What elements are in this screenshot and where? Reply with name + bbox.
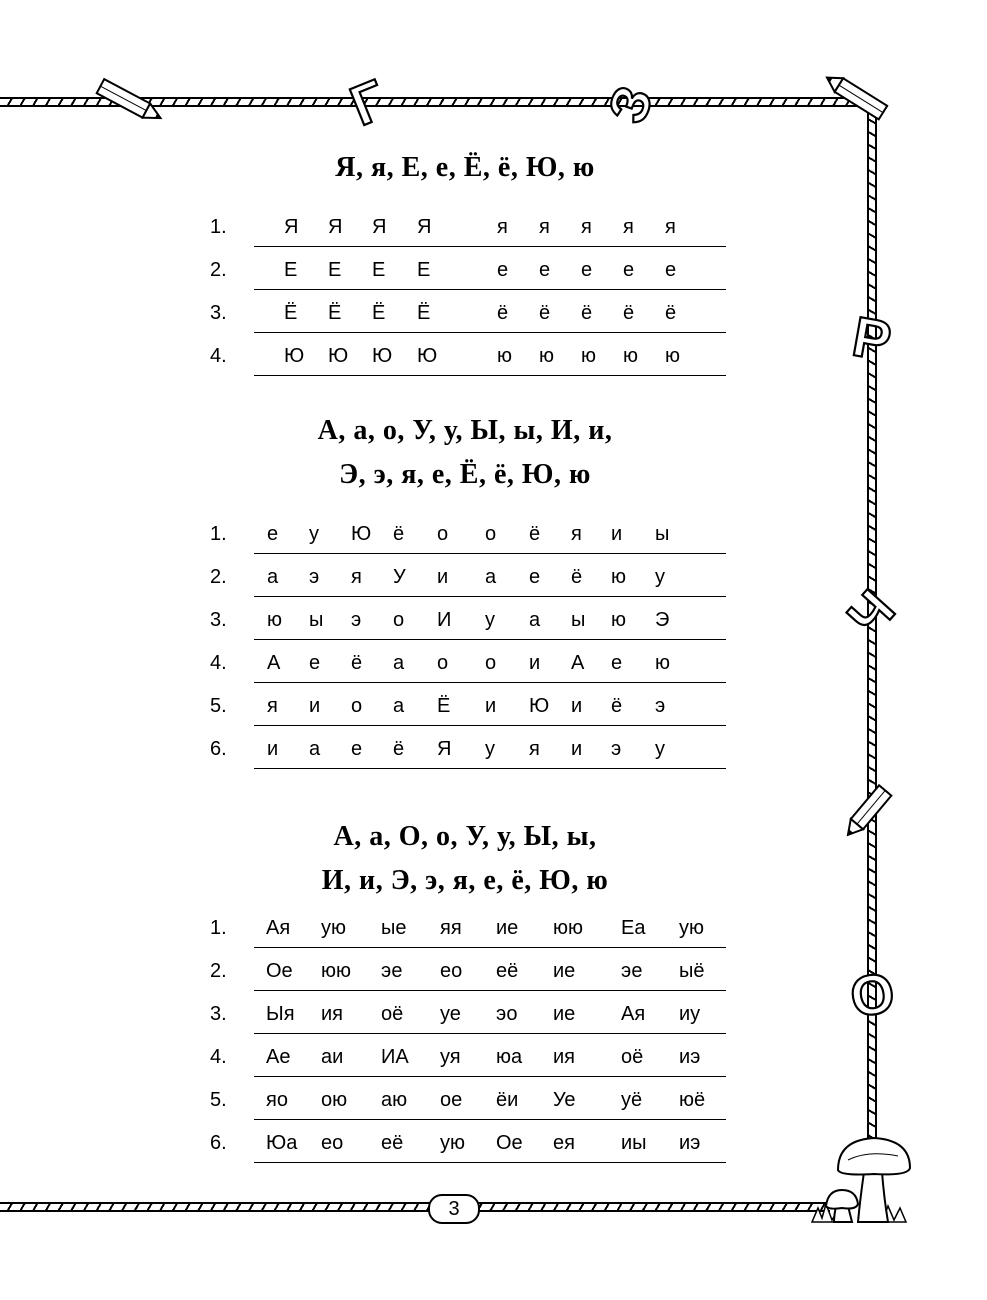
letter-cell: о [485,652,497,674]
letter-cell: е [665,259,677,281]
letter-cell: е [611,652,623,674]
writing-line [254,682,726,683]
exercise-row [200,600,730,640]
letter-cell: Е [372,259,386,281]
letter-cell: у [485,609,495,631]
letter-cell: э [611,738,622,760]
letter-cell: ую [679,917,704,939]
letter-cell: я [665,216,676,238]
writing-line [254,947,726,948]
letter-cell: а [529,609,541,631]
letter-cell: е [497,259,509,281]
letter-cell: Ыя [266,1003,295,1025]
row-number: 4. [210,345,227,367]
letter-cell: ие [553,960,576,982]
letter-cell: а [309,738,321,760]
letter-cell: Ю [529,695,550,717]
letter-cell: е [267,523,279,545]
exercise-row [200,557,730,597]
letter-cell: ё [529,523,541,545]
letter-cell: Ё [417,302,431,324]
section-2-heading-line-2: Э, э, я, е, Ё, ё, Ю, ю [339,459,591,490]
letter-cell: Е [328,259,342,281]
letter-cell: и [267,738,279,760]
letter-cell: уе [440,1003,461,1025]
letter-cell: Е [284,259,298,281]
section-1-heading: Я, я, Е, е, Ё, ё, Ю, ю [335,152,595,183]
letter-cell: я [351,566,362,588]
frame-letter-r [842,304,902,373]
letter-cell: ие [496,917,519,939]
letter-cell: ы [655,523,670,545]
letter-cell: э [655,695,666,717]
letter-cell: а [267,566,279,588]
pencil-icon [90,78,170,128]
letter-cell: Е [417,259,431,281]
writing-line [254,553,726,554]
exercise-row [200,207,730,247]
section-2-heading-line-1: А, а, о, У, у, Ы, ы, И, и, [317,415,613,446]
letter-cell: ИА [381,1046,409,1068]
row-number: 2. [210,566,227,588]
exercise-row [200,686,730,726]
letter-cell: ю [267,609,282,631]
letter-cell: ю [665,345,680,367]
letter-cell: иы [621,1132,647,1154]
letter-cell: Ю [372,345,393,367]
letter-cell: ю [611,609,626,631]
letter-cell: иэ [679,1046,701,1068]
letter-cell: ё [539,302,551,324]
letter-cell: е [529,566,541,588]
letter-cell: ия [321,1003,344,1025]
section-3-heading-line-2: И, и, Э, э, я, е, ё, Ю, ю [321,865,609,896]
letter-cell: ю [497,345,512,367]
writing-line [254,1162,726,1163]
letter-cell: Ю [351,523,372,545]
letter-cell: ео [440,960,463,982]
letter-cell: я [267,695,278,717]
letter-cell: Еа [621,917,646,939]
letter-cell: ие [553,1003,576,1025]
letter-cell: ую [321,917,346,939]
writing-line [254,289,726,290]
letter-cell: Ая [621,1003,646,1025]
letter-cell: А [571,652,585,674]
writing-line [254,1119,726,1120]
exercise-row [200,514,730,554]
letter-cell: аи [321,1046,344,1068]
letter-cell: о [437,652,449,674]
exercise-row [200,994,730,1034]
exercise-row [200,908,730,948]
letter-cell: юё [679,1089,706,1111]
exercise-row [200,951,730,991]
row-number: 3. [210,609,227,631]
row-number: 6. [210,738,227,760]
letter-cell: и [571,695,583,717]
row-number: 1. [210,917,227,939]
letter-cell: её [496,960,519,982]
letter-cell: ю [581,345,596,367]
letter-cell: я [571,523,582,545]
letter-cell: Ю [328,345,349,367]
letter-cell: ея [553,1132,575,1154]
letter-cell: и [611,523,623,545]
letter-cell: Я [328,216,343,238]
letter-cell: Ае [266,1046,291,1068]
exercise-row [200,1037,730,1077]
mushroom-icon [808,1130,918,1226]
letter-cell: о [437,523,449,545]
letter-cell: ёи [496,1089,519,1111]
letter-cell: Я [437,738,452,760]
letter-cell: Ое [266,960,293,982]
letter-cell: э [351,609,362,631]
row-number: 1. [210,523,227,545]
frame-letter-o [840,959,904,1030]
letter-cell: ыё [679,960,705,982]
row-number: 3. [210,302,227,324]
letter-cell: о [485,523,497,545]
svg-text:З: З [596,78,665,131]
letter-cell: Ё [328,302,342,324]
letter-cell: е [581,259,593,281]
letter-cell: о [351,695,363,717]
letter-cell: Ая [266,917,291,939]
letter-cell: я [497,216,508,238]
letter-cell: ё [351,652,363,674]
letter-cell: ю [655,652,670,674]
letter-cell: е [351,738,363,760]
writing-line [254,596,726,597]
writing-line [254,246,726,247]
letter-cell: и [309,695,321,717]
frame-letter-ch [836,579,907,648]
writing-line [254,990,726,991]
letter-cell: иу [679,1003,701,1025]
letter-cell: ё [665,302,677,324]
letter-cell: эе [381,960,403,982]
letter-cell: её [381,1132,404,1154]
letter-cell: Ое [496,1132,523,1154]
exercise-row [200,336,730,376]
letter-cell: яя [440,917,462,939]
letter-cell: и [571,738,583,760]
exercise-row [200,643,730,683]
letter-cell: ё [393,738,405,760]
row-number: 1. [210,216,227,238]
letter-cell: оё [381,1003,404,1025]
row-number: 4. [210,652,227,674]
letter-cell: ео [321,1132,344,1154]
row-number: 5. [210,695,227,717]
letter-cell: Я [372,216,387,238]
letter-cell: ия [553,1046,576,1068]
letter-cell: Юа [266,1132,298,1154]
row-number: 3. [210,1003,227,1025]
letter-cell: юю [321,960,351,982]
letter-cell: яо [266,1089,288,1111]
letter-cell: е [309,652,321,674]
letter-cell: Ё [437,695,451,717]
section-3-heading-line-1: А, а, О, о, У, у, Ы, ы, [333,821,597,852]
row-number: 5. [210,1089,227,1111]
letter-cell: Ю [417,345,438,367]
letter-cell: ё [393,523,405,545]
letter-cell: ё [497,302,509,324]
writing-line [254,768,726,769]
letter-cell: и [437,566,449,588]
letter-cell: у [655,566,665,588]
letter-cell: ые [381,917,407,939]
row-number: 4. [210,1046,227,1068]
writing-line [254,1076,726,1077]
letter-cell: А [267,652,281,674]
letter-cell: аю [381,1089,408,1111]
letter-cell: ё [623,302,635,324]
letter-cell: ы [571,609,586,631]
letter-cell: я [623,216,634,238]
letter-cell: Э [655,609,670,631]
letter-cell: Уе [553,1089,576,1111]
bottom-rope-border [0,1202,830,1212]
exercise-row [200,293,730,333]
letter-cell: а [393,652,405,674]
letter-cell: уя [440,1046,461,1068]
letter-cell: е [623,259,635,281]
letter-cell: е [539,259,551,281]
letter-cell: я [539,216,550,238]
letter-cell: ё [581,302,593,324]
writing-line [254,375,726,376]
letter-cell: у [655,738,665,760]
letter-cell: и [485,695,497,717]
letter-cell: э [309,566,320,588]
writing-line [254,725,726,726]
pencil-icon [838,770,908,840]
letter-cell: юа [496,1046,523,1068]
letter-cell: Я [417,216,432,238]
row-number: 2. [210,259,227,281]
letter-cell: ю [623,345,638,367]
exercise-row [200,729,730,769]
letter-cell: ё [611,695,623,717]
letter-cell: У [393,566,406,588]
writing-line [254,1033,726,1034]
letter-cell: иэ [679,1132,701,1154]
svg-text:О: О [845,959,900,1030]
frame-letter-z [596,72,665,136]
frame-letter-g [338,67,398,138]
pencil-icon [826,74,906,130]
letter-cell: эо [496,1003,518,1025]
letter-cell: ю [539,345,554,367]
letter-cell: Ё [372,302,386,324]
letter-cell: и [529,652,541,674]
letter-cell: ою [321,1089,348,1111]
letter-cell: уё [621,1089,643,1111]
writing-line [254,332,726,333]
letter-cell: я [581,216,592,238]
letter-cell: Ю [284,345,305,367]
row-number: 2. [210,960,227,982]
letter-cell: Я [284,216,299,238]
letter-cell: ое [440,1089,463,1111]
writing-line [254,639,726,640]
letter-cell: Ё [284,302,298,324]
letter-cell: о [393,609,405,631]
row-number: 6. [210,1132,227,1154]
page-number: 3 [428,1194,480,1224]
svg-text:Ч: Ч [836,579,907,648]
letter-cell: И [437,609,452,631]
svg-text:Г: Г [341,67,395,138]
letter-cell: у [485,738,495,760]
letter-cell: ую [440,1132,465,1154]
letter-cell: ы [309,609,324,631]
letter-cell: у [309,523,319,545]
letter-cell: эе [621,960,643,982]
letter-cell: ё [571,566,583,588]
letter-cell: я [529,738,540,760]
letter-cell: ю [611,566,626,588]
letter-cell: юю [553,917,583,939]
letter-cell: а [485,566,497,588]
letter-cell: а [393,695,405,717]
svg-text:Р: Р [848,304,896,373]
exercise-row [200,1123,730,1163]
letter-cell: оё [621,1046,644,1068]
exercise-row [200,1080,730,1120]
exercise-row [200,250,730,290]
